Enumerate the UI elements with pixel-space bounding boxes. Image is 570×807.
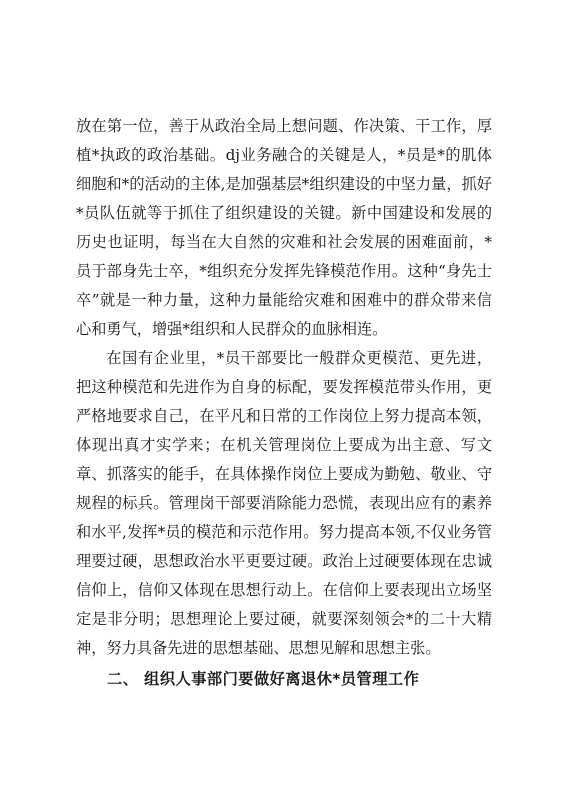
document-body bbox=[76, 112, 492, 694]
section-heading: 二、 组织人事部门要做好离退休*员管理工作 bbox=[107, 670, 420, 688]
body-paragraph-2: 在国有企业里，*员干部要比一般群众更模范、更先进，把这种模范和先进作为自身的标配，要发挥模范带头作用，更严格地要求自己，在平凡和日常的工作岗位上努力提高本领，体现出真才实学来；在机关管理岗位上要成为出主意、写文章、抓落实的能手，在具体操作岗位上要成为勤勉、敬业、守规程的标兵。管理岗干部要消除能力恐慌，表现出应有的素养和水平,发挥*员的模范和示范作用。努力提高本领,不仅业务管理要过硬，思想政治水平更要过硬。政治上过硬要体现在忠诚信仰上，信仰又体现在思想行动上。在信仰上要表现出立场坚定是非分明；思想理论上要过硬，就要深刻领会*的二十大精神，努力具备先进的思想基础、思想见解和思想主张。 bbox=[76, 349, 492, 657]
body-paragraph-1: 放在第一位，善于从政治全局上想问题、作决策、干工作，厚植*执政的政治基础。dj业务融合的关键是人，*员是*的肌体细胞和*的活动的主体,是加强基层*组织建设的中坚力量，抓好*员队伍就等于抓住了组织建设的关键。新中国建设和发展的历史也证明，每当在大自然的灾难和社会发展的困难面前，*员于部身先士卒，*组织充分发挥先锋模范作用。这种“身先士卒”就是一种力量，这种力量能给灾难和困难中的群众带来信心和勇气，增强*组织和人民群众的血脉相连。 bbox=[76, 117, 492, 338]
